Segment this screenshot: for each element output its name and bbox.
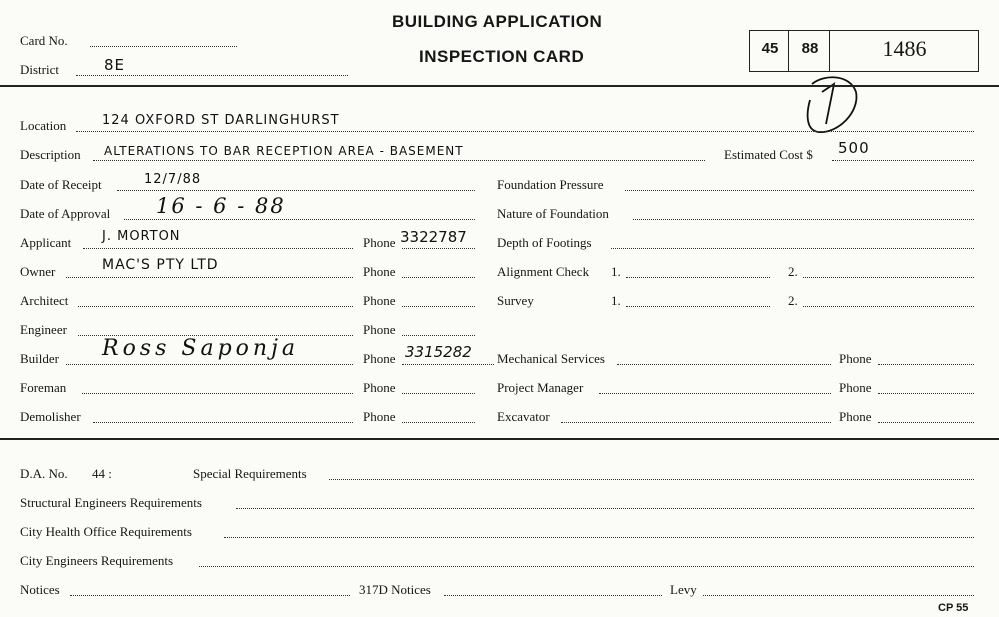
- architect-field[interactable]: [78, 306, 353, 307]
- engineers-field[interactable]: [199, 566, 974, 567]
- engineer-phone-field[interactable]: [402, 335, 475, 336]
- date-receipt-field[interactable]: [117, 190, 475, 191]
- survey-2-field[interactable]: [803, 306, 974, 307]
- nature-foundation-label: Nature of Foundation: [497, 206, 609, 221]
- structural-label: Structural Engineers Requirements: [20, 495, 202, 510]
- architect-phone-field[interactable]: [402, 306, 475, 307]
- project-manager-phone-field[interactable]: [878, 393, 974, 394]
- box-divider-2: [829, 31, 830, 71]
- alignment-1-label: 1.: [611, 264, 621, 279]
- applicant-value: J. MORTON: [102, 229, 181, 244]
- applicant-label: Applicant: [20, 235, 72, 250]
- location-label: Location: [20, 118, 67, 133]
- description-label: Description: [20, 147, 81, 162]
- district-label: District: [20, 62, 59, 77]
- box-a: 45: [761, 40, 779, 57]
- nature-foundation-field[interactable]: [633, 219, 974, 220]
- alignment-2-field[interactable]: [803, 277, 974, 278]
- estimated-cost-label: Estimated Cost $: [724, 147, 813, 162]
- builder-field[interactable]: [66, 364, 353, 365]
- builder-phone-label: Phone: [363, 351, 396, 366]
- mechanical-label: Mechanical Services: [497, 351, 605, 366]
- depth-footings-field[interactable]: [611, 248, 974, 249]
- owner-phone-field[interactable]: [402, 277, 475, 278]
- box-b: 88: [801, 40, 819, 57]
- circled-mark-icon: [800, 72, 862, 140]
- description-value: ALTERATIONS TO BAR RECEPTION AREA - BASEMENT: [104, 144, 464, 158]
- survey-1-label: 1.: [611, 293, 621, 308]
- mechanical-phone-field[interactable]: [878, 364, 974, 365]
- survey-2-label: 2.: [788, 293, 798, 308]
- demolisher-label: Demolisher: [20, 409, 81, 424]
- structural-field[interactable]: [236, 508, 974, 509]
- levy-field[interactable]: [703, 595, 974, 596]
- excavator-phone-label: Phone: [839, 409, 872, 424]
- excavator-field[interactable]: [561, 422, 831, 423]
- owner-value: MAC'S PTY LTD: [102, 257, 219, 273]
- survey-1-field[interactable]: [626, 306, 770, 307]
- foundation-pressure-label: Foundation Pressure: [497, 177, 604, 192]
- applicant-field[interactable]: [83, 248, 353, 249]
- alignment-check-label: Alignment Check: [497, 264, 590, 279]
- description-field[interactable]: [93, 160, 705, 161]
- estimated-cost-field[interactable]: [832, 160, 974, 161]
- foreman-phone-label: Phone: [363, 380, 396, 395]
- location-field[interactable]: [76, 131, 974, 132]
- demolisher-phone-label: Phone: [363, 409, 396, 424]
- date-receipt-label: Date of Receipt: [20, 177, 102, 192]
- alignment-2-label: 2.: [788, 264, 798, 279]
- location-value: 124 OXFORD ST DARLINGHURST: [102, 113, 340, 128]
- demolisher-phone-field[interactable]: [402, 422, 475, 423]
- project-manager-label: Project Manager: [497, 380, 584, 395]
- foreman-field[interactable]: [82, 393, 353, 394]
- title-line1: BUILDING APPLICATION: [392, 12, 603, 31]
- applicant-phone-field[interactable]: [402, 248, 475, 249]
- mechanical-field[interactable]: [617, 364, 831, 365]
- project-manager-field[interactable]: [599, 393, 831, 394]
- applicant-phone-label: Phone: [363, 235, 396, 250]
- notices-field[interactable]: [70, 595, 350, 596]
- excavator-label: Excavator: [497, 409, 550, 424]
- builder-value: Ross Saponja: [102, 336, 300, 361]
- special-requirements-label: Special Requirements: [193, 466, 307, 481]
- architect-phone-label: Phone: [363, 293, 396, 308]
- engineer-label: Engineer: [20, 322, 67, 337]
- date-approval-field[interactable]: [124, 219, 475, 220]
- card-no-label: Card No.: [20, 33, 68, 48]
- special-requirements-field[interactable]: [329, 479, 974, 480]
- demolisher-field[interactable]: [93, 422, 353, 423]
- owner-label: Owner: [20, 264, 56, 279]
- title-line2: INSPECTION CARD: [419, 47, 585, 66]
- excavator-phone-field[interactable]: [878, 422, 974, 423]
- health-label: City Health Office Requirements: [20, 524, 192, 539]
- builder-label: Builder: [20, 351, 59, 366]
- notices-317d-field[interactable]: [444, 595, 662, 596]
- da-no-label: D.A. No.: [20, 466, 68, 481]
- card-no-field[interactable]: [90, 46, 237, 47]
- foundation-pressure-field[interactable]: [625, 190, 974, 191]
- engineer-phone-label: Phone: [363, 322, 396, 337]
- foreman-phone-field[interactable]: [402, 393, 475, 394]
- architect-label: Architect: [20, 293, 69, 308]
- engineers-label: City Engineers Requirements: [20, 553, 174, 568]
- date-approval-label: Date of Approval: [20, 206, 111, 221]
- owner-field[interactable]: [66, 277, 353, 278]
- district-value: 8E: [104, 56, 126, 74]
- survey-label: Survey: [497, 293, 534, 308]
- mechanical-phone-label: Phone: [839, 351, 872, 366]
- box-number: 1486: [882, 36, 927, 61]
- alignment-1-field[interactable]: [626, 277, 770, 278]
- box-divider-1: [788, 31, 789, 71]
- applicant-phone-value: 3322787: [400, 228, 467, 246]
- section-rule: [0, 438, 999, 440]
- builder-phone-value: 3315282: [405, 343, 472, 361]
- health-field[interactable]: [224, 537, 974, 538]
- date-receipt-value: 12/7/88: [144, 172, 202, 187]
- foreman-label: Foreman: [20, 380, 67, 395]
- depth-footings-label: Depth of Footings: [497, 235, 592, 250]
- notices-317d-label: 317D Notices: [359, 582, 431, 597]
- estimated-cost-value: 500: [838, 139, 870, 157]
- header-rule: [0, 85, 999, 87]
- district-field[interactable]: [76, 75, 348, 76]
- owner-phone-label: Phone: [363, 264, 396, 279]
- notices-label: Notices: [20, 582, 60, 597]
- date-approval-value: 16 - 6 - 88: [156, 194, 286, 218]
- form-code: CP 55: [938, 602, 969, 614]
- project-manager-phone-label: Phone: [839, 380, 872, 395]
- builder-phone-field[interactable]: [402, 364, 494, 365]
- da-no-value: 44 :: [92, 466, 112, 481]
- levy-label: Levy: [670, 582, 697, 597]
